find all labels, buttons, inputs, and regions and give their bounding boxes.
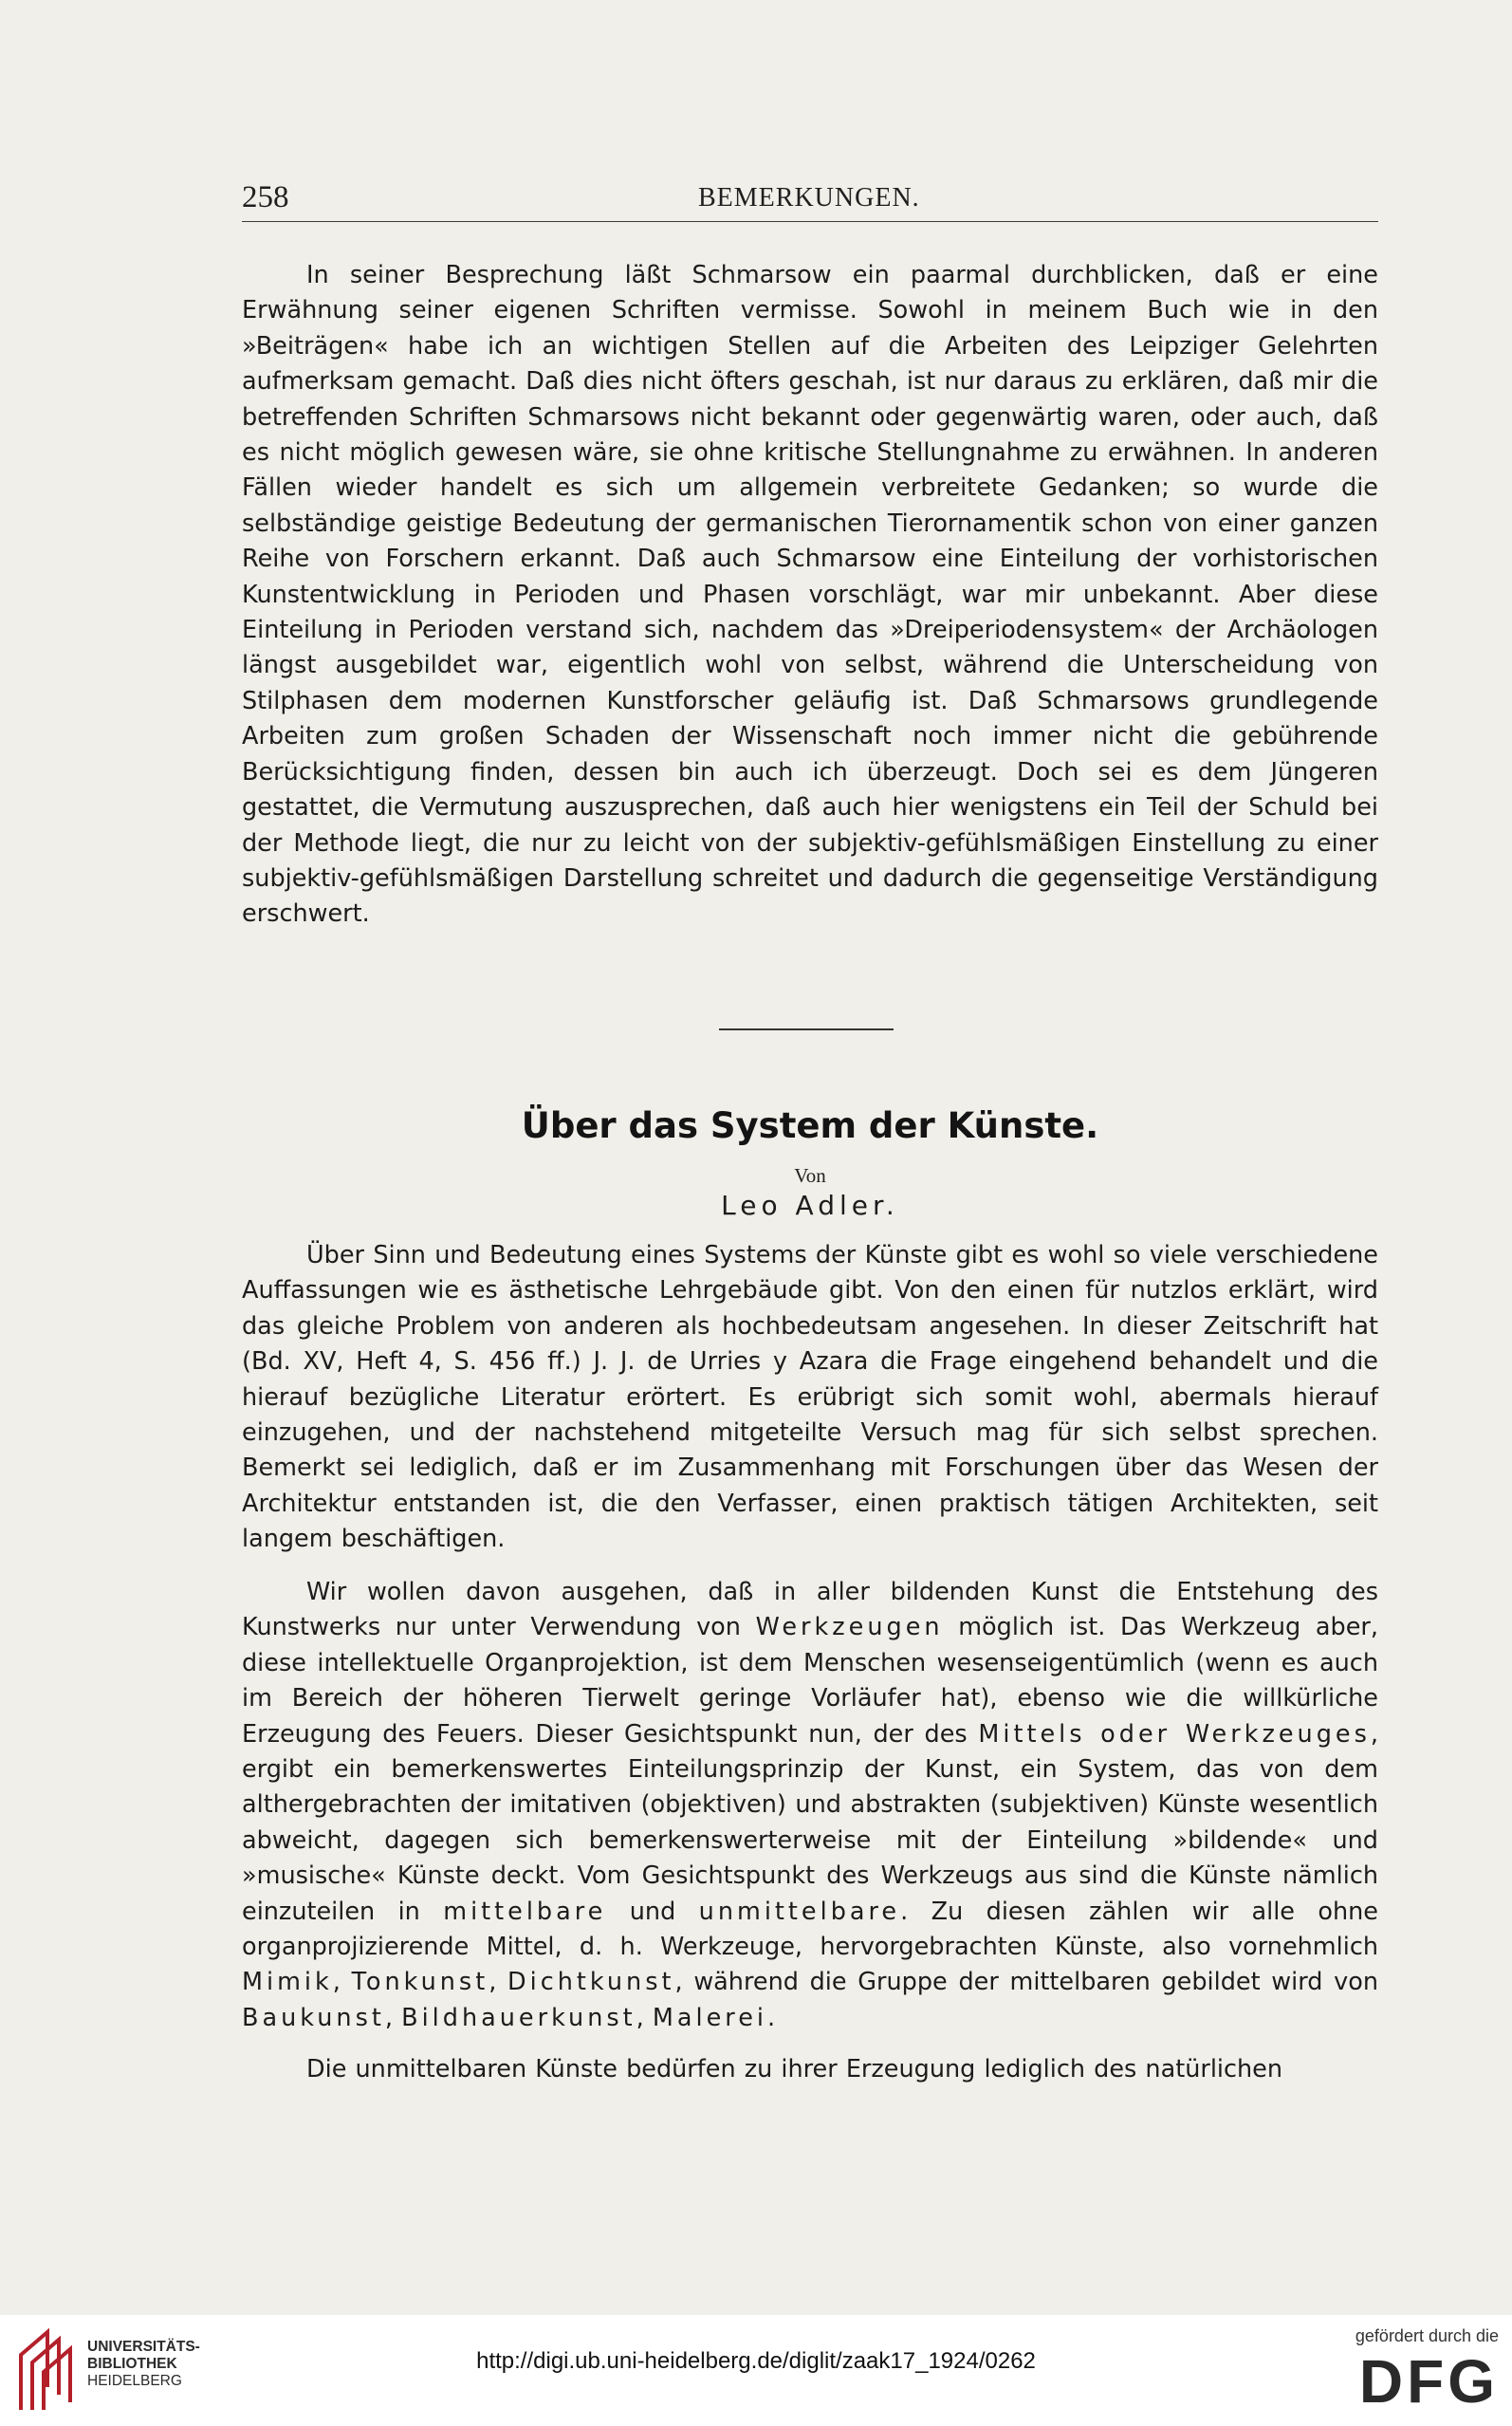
text-run: möglich ist. Das Werkzeug aber, diese intellektuelle Organprojektion, ist dem Menschen wesenseigentümlich (wenn es auch im Bereich der höheren Tierwelt geringe Vorläufer hat), ebenso wie die willkürliche Erzeugung des Feuers. Dieser Gesichtspunkt nun, der des — [242, 1613, 1378, 1749]
paragraph-4: Die unmittelbaren Künste bedürfen zu ihrer Erzeugung lediglich des natürlichen — [306, 2055, 1283, 2083]
paragraph-1: In seiner Besprechung läßt Schmarsow ein paarmal durchblicken, daß er eine Erwähnung seiner eigenen Schriften vermisse. Sowohl in meinem Buch wie in den »Beiträgen« habe ich an wichtigen Stellen auf die Arbeiten des Leipziger Gelehrten aufmerksam gemacht. Daß dies nicht öfters geschah, ist nur daraus zu erklären, daß mir die betreffenden Schriften Schmarsows nicht bekannt oder gegenwärtig waren, oder auch, daß es nicht möglich gewesen wäre, sie ohne kritische Stellungnahme zu erwähnen. In anderen Fällen wieder handelt es sich um allgemein verbreitete Gedanken; so wurde die selbständige geistige Bedeutung der germanischen Tierornamentik schon von einer ganzen Reihe von Forschern erkannt. Daß auch Schmarsow eine Einteilung der vorhistorischen Kunstentwicklung in Perioden und Phasen vorschlägt, war mir unbekannt. Aber diese Einteilung in Perioden verstand sich, nachdem das »Dreiperiodensystem« der Archäologen längst ausgebildet war, eigentlich wohl von selbst, während die Unterscheidung von Stilphasen dem modernen Kunstforscher geläufig ist. Daß Schmarsows grundlegende Arbeiten zum großen Schaden der Wissenschaft noch immer nicht die gebührende Berücksichtigung finden, dessen bin auch ich überzeugt. Doch sei es dem Jüngeren gestattet, die Vermutung auszusprechen, daß auch hier wenigstens ein Teil der Schuld bei der Methode liegt, die nur zu leicht von der subjektiv-gefühlsmäßigen Einstellung zu einer subjektiv-gefühlsmäßigen Darstellung schreitet und dadurch die gegenseitige Verständigung erschwert. — [242, 261, 1378, 929]
spaced-term: Werkzeugen — [755, 1613, 944, 1642]
section-divider — [719, 1028, 894, 1030]
library-name-line-2: BIBLIOTHEK — [87, 2356, 177, 2372]
text-run: , während die Gruppe der mittelbaren gebildet wird von — [674, 1968, 1378, 1997]
text-run: und — [606, 1897, 699, 1926]
funding-caption: gefördert durch die — [1355, 2326, 1499, 2345]
permalink-url[interactable]: http://digi.ub.uni-heidelberg.de/diglit/zaak17_1924/0262 — [476, 2348, 1036, 2374]
spaced-term: mittelbare — [443, 1897, 607, 1926]
spaced-term: Bildhauerkunst — [401, 2003, 636, 2032]
text-run: , — [489, 1968, 508, 1997]
text-run: Wir wollen davon ausgehen, daß in aller bildenden Kunst die Entstehung des Kunstwerks nur unter Verwendung von — [242, 1578, 1378, 1642]
paragraph-3 — [242, 1575, 1378, 2036]
library-name-line-1: UNIVERSITÄTS- — [87, 2339, 200, 2355]
dfg-logo: DFG — [1358, 2347, 1499, 2416]
text-run: . Zu diesen zählen wir alle ohne organprojizierende Mittel, d. h. Werkzeuge, hervorgebrachten Künste, also vornehmlich — [242, 1897, 1378, 1962]
library-name-line-3: HEIDELBERG — [87, 2373, 182, 2389]
spaced-term: Mittels oder Werkzeuges — [978, 1719, 1371, 1749]
byline-von: Von — [794, 1164, 826, 1187]
text-run: . — [766, 2003, 776, 2032]
spaced-term: Malerei — [652, 2003, 767, 2032]
byline-author: Leo Adler. — [721, 1190, 899, 1221]
text-run: , — [332, 1968, 352, 1997]
spaced-term: unmittelbare — [698, 1897, 901, 1926]
text-run: , — [636, 2003, 653, 2032]
page-number: 258 — [242, 180, 289, 214]
spaced-term: Tonkunst — [351, 1968, 489, 1997]
text-run: , — [384, 2003, 402, 2032]
text-run: , ergibt ein bemerkenswertes Einteilungsprinzip der Kunst, ein System, das von dem althergebrachten der imitativen (objektiven) und abstrakten (subjektiven) Künste wesentlich abweicht, dagegen sich bemerkenswerterweise mit der Einteilung »bildende« und »musische« Künste deckt. Vom Gesichtspunkt des Werkzeugs aus sind die Künste nämlich einzuteilen in — [242, 1719, 1378, 1926]
header-rule — [242, 221, 1378, 222]
paragraph-2: Über Sinn und Bedeutung eines Systems der Künste gibt es wohl so viele verschiedene Auffassungen wie es ästhetische Lehrgebäude gibt. Von den einen für nutzlos erklärt, wird das gleiche Problem von anderen als hochbedeutsam angesehen. In dieser Zeitschrift hat (Bd. XV, Heft 4, S. 456 ff.) J. J. de Urries y Azara die Frage eingehend behandelt und die hierauf bezügliche Literatur erörtert. Es erübrigt sich somit wohl, abermals hierauf einzugehen, und der nachstehend mitgeteilte Versuch mag für sich selbst sprechen. Bemerkt sei lediglich, daß er im Zusammenhang mit Forschungen über das Wesen der Architektur entstanden ist, die den Verfasser, einen praktisch tätigen Architekten, seit langem beschäftigen. — [242, 1241, 1378, 1554]
spaced-term: Mimik — [242, 1968, 333, 1997]
spaced-term: Baukunst — [242, 2003, 385, 2032]
article-title: Über das System der Künste. — [521, 1105, 1099, 1146]
spaced-term: Dichtkunst — [507, 1968, 675, 1997]
running-head: BEMERKUNGEN. — [698, 183, 920, 213]
